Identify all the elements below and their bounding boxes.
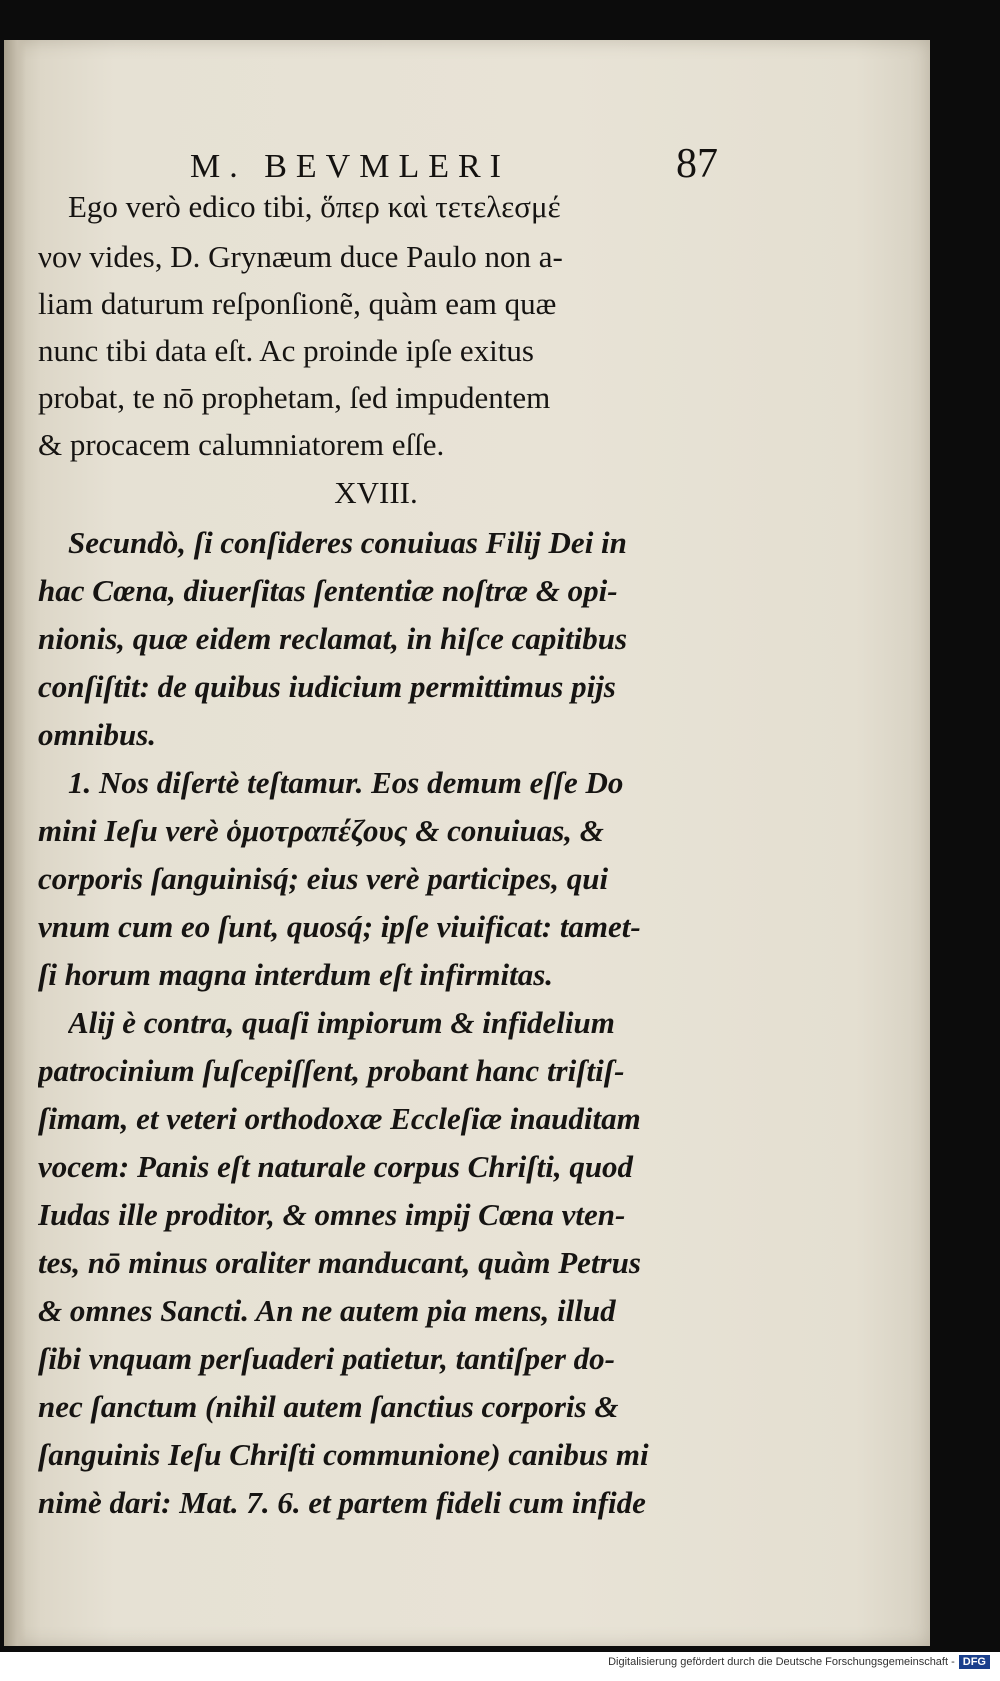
text-line: ſi horum magna interdum eſt infirmitas. — [38, 957, 554, 992]
dfg-logo: DFG — [959, 1655, 990, 1669]
text-line: tes, nō minus oraliter manducant, quàm Petrus — [38, 1245, 641, 1280]
text-line: & omnes Sancti. An ne autem pia mens, illud — [38, 1293, 616, 1328]
text-line: νον vides, D. Grynæum duce Paulo non a- — [38, 239, 563, 274]
text-line: mini Ieſu verè ὁμοτραπέζους & conuiuas, & — [38, 813, 604, 848]
text-line: probat, te nō prophetam, ſed impudentem — [38, 380, 551, 415]
running-title: M. BEVMLERI — [190, 148, 510, 185]
text-line: ſibi vnquam perſuaderi patietur, tantiſper do- — [38, 1341, 615, 1376]
text-line: ſanguinis Ieſu Chriſti communione) canibus mi — [38, 1437, 649, 1472]
text-line: 1. Nos diſertè teſtamur. Eos demum eſſe Do — [68, 765, 624, 800]
text-line: nimè dari: Mat. 7. 6. et partem fideli cum infide — [38, 1485, 646, 1520]
text-line: Ego verò edico tibi, ὅπερ καὶ τετελεσμέ — [68, 189, 561, 224]
text-line: ſimam, et veteri orthodoxæ Eccleſiæ inauditam — [38, 1101, 641, 1136]
text-line: & procacem calumniatorem eſſe. — [38, 427, 445, 462]
page-gutter — [4, 40, 26, 1646]
text-line: conſiſtit: de quibus iudicium permittimus pijs — [38, 669, 616, 704]
text-line: Alij è contra, quaſi impiorum & infidelium — [68, 1005, 615, 1040]
text-line: Iudas ille proditor, & omnes impij Cœna vten- — [38, 1197, 626, 1232]
text-line: nunc tibi data eſt. Ac proinde ipſe exitus — [38, 333, 534, 368]
section-heading: XVIII. — [334, 475, 418, 510]
text-line: hac Cœna, diuerſitas ſententiæ noſtræ & opi- — [38, 573, 618, 608]
digitization-credit — [0, 1655, 990, 1681]
text-line: nionis, quæ eidem reclamat, in hiſce capitibus — [38, 621, 628, 656]
page-number: 87 — [676, 141, 718, 187]
text-line: Secundò, ſi conſideres conuiuas Filij Dei in — [68, 525, 627, 560]
text-line: nec ſanctum (nihil autem ſanctius corporis & — [38, 1389, 619, 1424]
text-line: vocem: Panis eſt naturale corpus Chriſti, quod — [38, 1149, 634, 1184]
credit-text: Digitalisierung gefördert durch die Deutsche Forschungsgemeinschaft - — [608, 1656, 955, 1668]
text-line: omnibus. — [38, 717, 157, 752]
text-line: patrocinium ſuſcepiſſent, probant hanc triſtiſ- — [38, 1053, 625, 1088]
book-page — [4, 40, 930, 1646]
text-line: vnum cum eo ſunt, quosq́; ipſe viuificat: tamet- — [38, 909, 641, 944]
text-line: corporis ſanguinisq́; eius verè participes, qui — [38, 861, 609, 896]
text-line: liam daturum reſponſionẽ, quàm eam quæ — [38, 286, 557, 321]
